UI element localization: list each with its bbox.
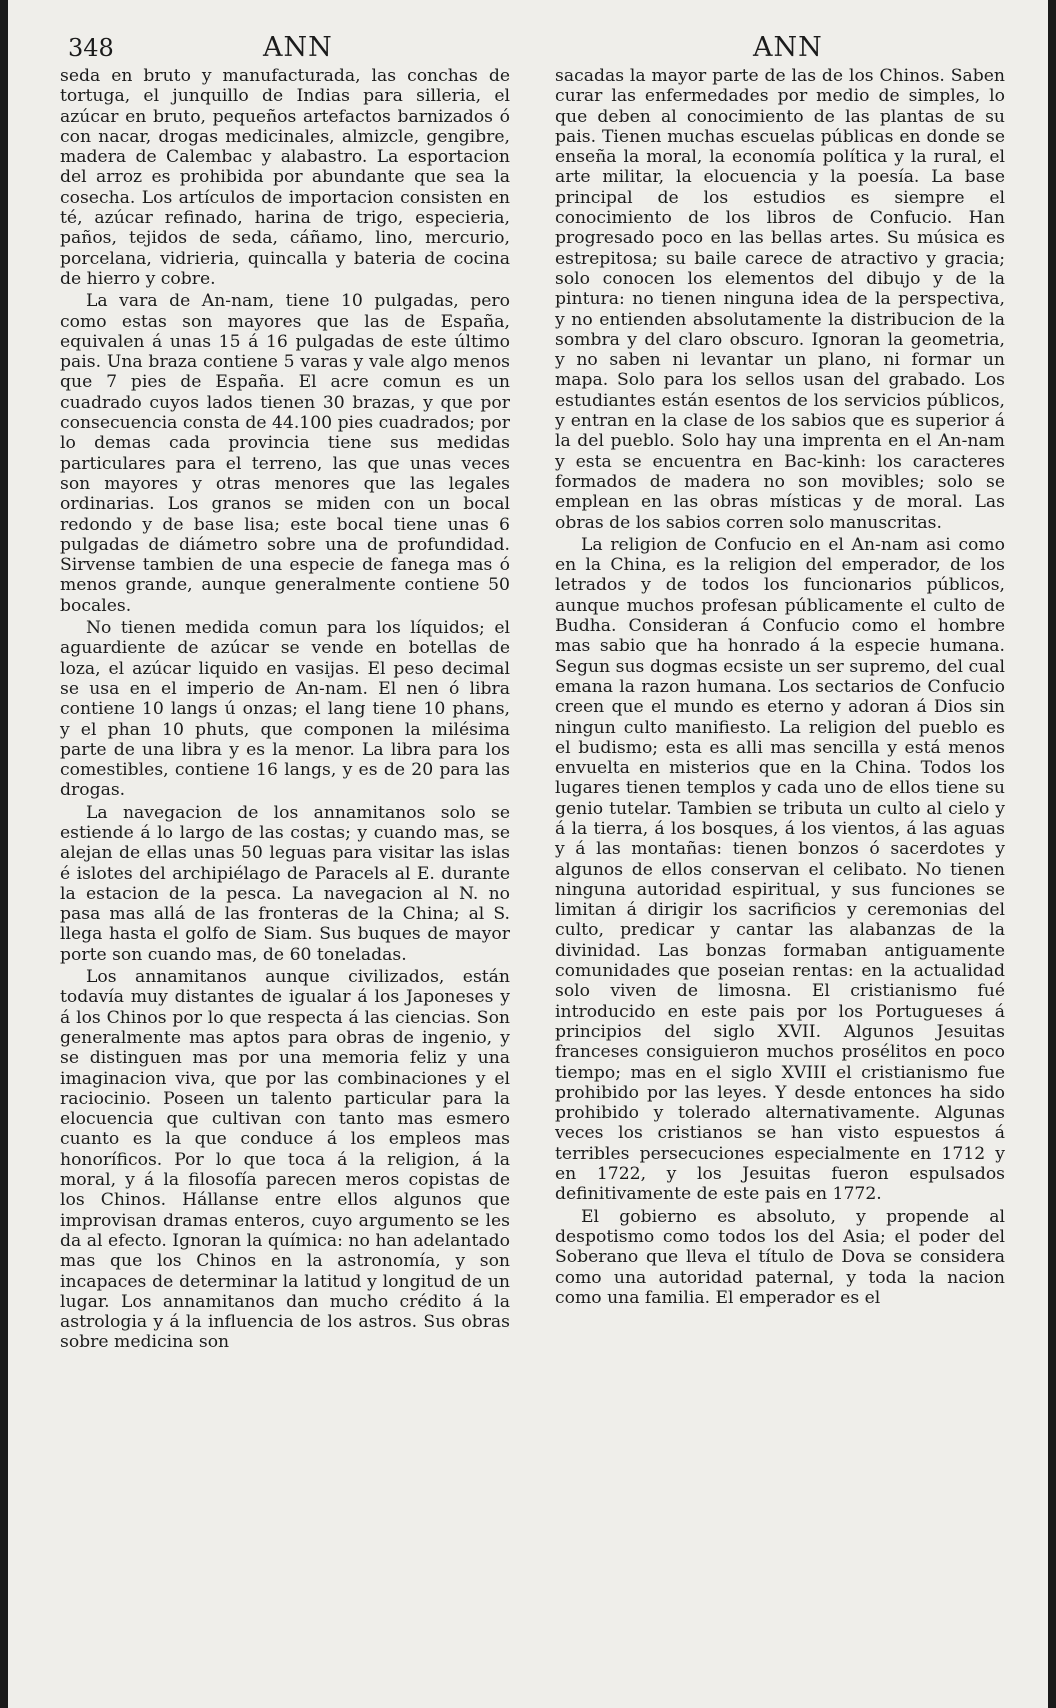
paragraph: Los annamitanos aunque civilizados, están todavía muy distantes de igualar á los Japoneses y á los Chinos por lo que respecta á las ciencias. Son generalmente mas aptos para obras de ingenio, y se distinguen mas por una memoria feliz y una imaginacion viva, que por las combinaciones y el raciocinio. Poseen un talento particular para la elocuencia que cultivan con tanto mas esmero cuanto es la que conduce á los empleos mas honoríficos. Por lo que toca á la religion, á la moral, y á la filosofía parecen meros copistas de los Chinos. Hállanse entre ellos algunos que improvisan dramas enteros, cuyo argumento se les da al efecto. Ignoran la química: no han adelantado mas que los Chinos en la astronomía, y son incapaces de determinar la latitud y longitud de un lugar. Los annamitanos dan mucho crédito á la astrologia y á la influencia de los astros. Sus obras sobre medicina son (60, 967, 510, 1353)
paragraph: sacadas la mayor parte de las de los Chinos. Saben curar las enfermedades por medio de simples, lo que deben al conocimiento de las plantas de su pais. Tienen muchas escuelas públicas en donde se enseña la moral, la economía política y la rural, el arte militar, la elocuencia y la poesía. La base principal de los estudios es siempre el conocimiento de los libros de Confucio. Han progresado poco en las bellas artes. Su música es estrepitosa; su baile carece de atractivo y gracia; solo conocen los elementos del dibujo y de la pintura: no tienen ninguna idea de la perspectiva, y no entienden absolutamente la distribucion de la sombra y del claro obscuro. Ignoran la geometria, y no saben ni levantar un plano, ni formar un mapa. Solo para los sellos usan del grabado. Los estudiantes están esentos de los servicios públicos, y entran en la clase de los sabios que es superior á la del pueblo. Solo hay una imprenta en el An-nam y esta se encuentra en Bac-kinh: los caracteres formados de madera no son movibles; solo se emplean en las obras místicas y de moral. Las obras de los sabios corren solo manuscritas. (555, 66, 1005, 533)
paragraph: El gobierno es absoluto, y propende al despotismo como todos los del Asia; el poder del Soberano que lleva el título de Dova se considera como una autoridad paternal, y toda la nacion como una familia. El emperador es el (555, 1206, 1005, 1308)
right-column (555, 66, 1005, 1310)
paragraph: No tienen medida comun para los líquidos; el aguardiente de azúcar se vende en botellas de loza, el azúcar liquido en vasijas. El peso decimal se usa en el imperio de An-nam. El nen ó libra contiene 10 langs ú onzas; el lang tiene 10 phans, y el phan 10 phuts, que componen la milésima parte de una libra y es la menor. La libra para los comestibles, contiene 16 langs, y es de 20 para las drogas. (60, 618, 510, 801)
page-header (68, 26, 1028, 66)
left-column (60, 66, 510, 1355)
book-page (8, 0, 1048, 1708)
paragraph: La vara de An-nam, tiene 10 pulgadas, pero como estas son mayores que las de España, equivalen á unas 15 á 16 pulgadas de este último pais. Una braza contiene 5 varas y vale algo menos que 7 pies de España. El acre comun es un cuadrado cuyos lados tienen 30 brazas, y que por consecuencia consta de 44.100 pies cuadrados; por lo demas cada provincia tiene sus medidas particulares para el terreno, las que unas veces son mayores y otras menores que las legales ordinarias. Los granos se miden con un bocal redondo y de base lisa; este bocal tiene unas 6 pulgadas de diámetro sobre una de profundidad. Sirvense tambien de una especie de fanega mas ó menos grande, aunque generalmente contiene 50 bocales. (60, 291, 510, 616)
running-head-right: ANN (753, 32, 823, 63)
running-head-left: ANN (263, 32, 333, 63)
paragraph: La navegacion de los annamitanos solo se estiende á lo largo de las costas; y cuando mas, se alejan de ellas unas 50 leguas para visitar las islas é islotes del archipiélago de Paracels al E. durante la estacion de la pesca. La navegacion al N. no pasa mas allá de las fronteras de la China; al S. llega hasta el golfo de Siam. Sus buques de mayor porte son cuando mas, de 60 toneladas. (60, 802, 510, 965)
page-number: 348 (68, 34, 114, 62)
paragraph: La religion de Confucio en el An-nam asi como en la China, es la religion del emperador, de los letrados y de todos los funcionarios públicos, aunque muchos profesan públicamente el culto de Budha. Consideran á Confucio como el hombre mas sabio que ha honrado á la especie humana. Segun sus dogmas ecsiste un ser supremo, del cual emana la razon humana. Los sectarios de Confucio creen que el mundo es eterno y adoran á Dios sin ningun culto manifiesto. La religion del pueblo es el budismo; esta es alli mas sencilla y está menos envuelta en misterios que en la China. Todos los lugares tienen templos y cada uno de ellos tiene su genio tutelar. Tambien se tributa un culto al cielo y á la tierra, á los bosques, á los vientos, á las aguas y á las montañas: tienen bonzos ó sacerdotes y algunos de ellos conservan el celibato. No tienen ninguna autoridad espiritual, y sus funciones se limitan á dirigir los sacrificios y ceremonias del culto, predicar y cantar las alabanzas de la divinidad. Las bonzas formaban antiguamente comunidades que poseian rentas: en la actualidad solo viven de limosna. El cristianismo fué introducido en este pais por los Portugueses á principios del siglo XVII. Algunos Jesuitas franceses consiguieron muchos prosélitos en poco tiempo; mas en el siglo XVIII el cristianismo fue prohibido por las leyes. Y desde entonces ha sido prohibido y tolerado alternativamente. Algunas veces los cristianos se han visto espuestos á terribles persecuciones especialmente en 1712 y en 1722, y los Jesuitas fueron espulsados definitivamente de este pais en 1772. (555, 534, 1005, 1205)
paragraph: seda en bruto y manufacturada, las conchas de tortuga, el junquillo de Indias para silleria, el azúcar en bruto, pequeños artefactos barnizados ó con nacar, drogas medicinales, almizcle, gengibre, madera de Calembac y alabastro. La esportacion del arroz es prohibida por abundante que sea la cosecha. Los artículos de importacion consisten en té, azúcar refinado, harina de trigo, especieria, paños, tejidos de seda, cáñamo, lino, mercurio, porcelana, vidrieria, quincalla y bateria de cocina de hierro y cobre. (60, 66, 510, 289)
